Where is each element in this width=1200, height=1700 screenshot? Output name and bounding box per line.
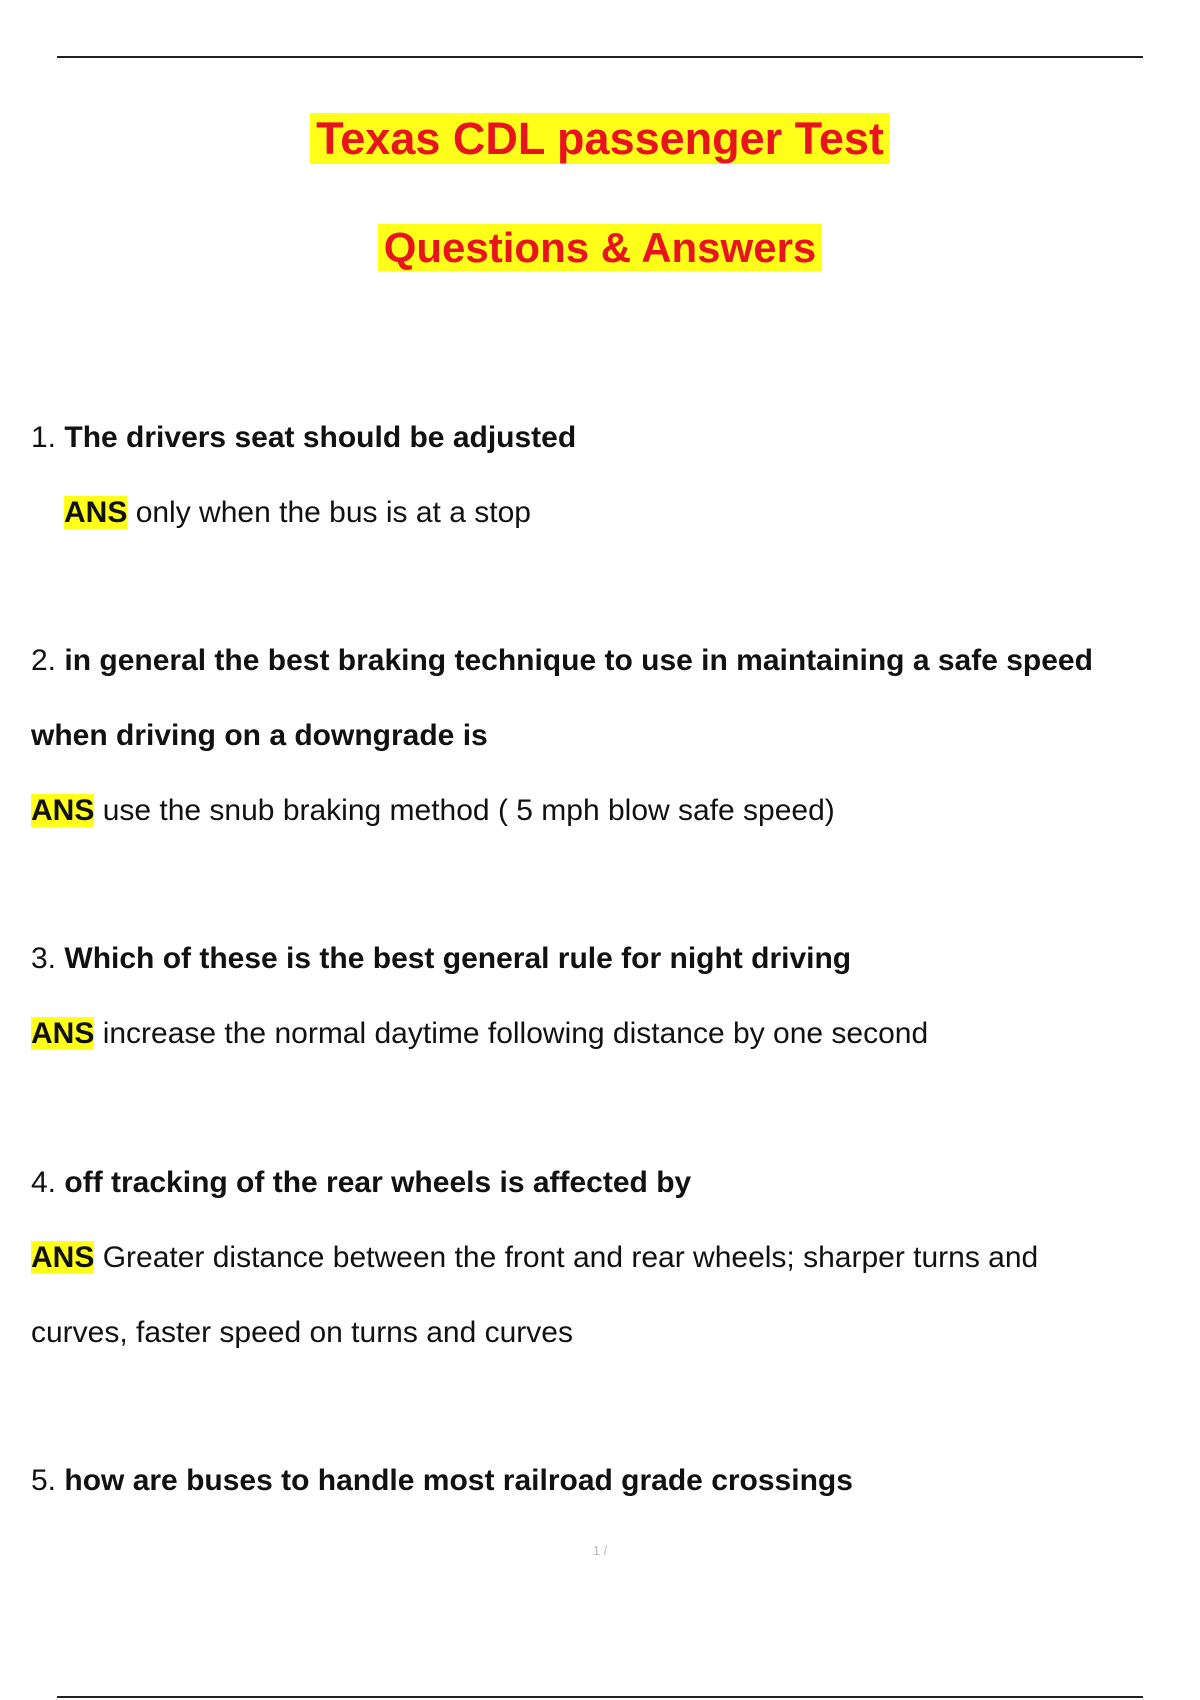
answer-line-continued [31, 1295, 1181, 1370]
question-line [31, 921, 1181, 996]
answer-line [31, 996, 1181, 1071]
document-title [0, 110, 1200, 168]
question-line-continued [31, 698, 1181, 773]
question-number: 4. [31, 1166, 57, 1199]
answer-text: curves, faster speed on turns and curves [31, 1316, 573, 1349]
question-text: off tracking of the rear wheels is affected by [64, 1166, 692, 1199]
document-subtitle [0, 222, 1200, 274]
qa-item-2 [31, 623, 1181, 848]
qa-item-3 [31, 921, 1181, 1071]
question-number: 1. [31, 421, 57, 454]
question-text: when driving on a downgrade is [31, 719, 488, 752]
bottom-divider [57, 1696, 1143, 1698]
answer-line [31, 1220, 1181, 1295]
answer-tag: ANS [31, 794, 95, 827]
answer-text: only when the bus is at a stop [135, 496, 531, 529]
answer-text: increase the normal daytime following distance by one second [102, 1017, 929, 1050]
question-text: Which of these is the best general rule for night driving [64, 942, 852, 975]
answer-tag: ANS [64, 496, 128, 529]
qa-item-5 [31, 1443, 1181, 1518]
answer-text: Greater distance between the front and rear wheels; sharper turns and [102, 1241, 1039, 1274]
qa-item-4 [31, 1145, 1181, 1370]
top-divider [57, 56, 1143, 58]
answer-tag: ANS [31, 1241, 95, 1274]
qa-item-1 [31, 400, 1181, 550]
document-subtitle-text: Questions & Answers [378, 224, 823, 271]
question-text: The drivers seat should be adjusted [64, 421, 577, 454]
question-line [31, 1443, 1181, 1518]
document-title-text: Texas CDL passenger Test [310, 113, 890, 164]
question-line [31, 1145, 1181, 1220]
question-number: 5. [31, 1464, 57, 1497]
answer-text: use the snub braking method ( 5 mph blow safe speed) [102, 794, 835, 827]
question-text: how are buses to handle most railroad grade crossings [64, 1464, 853, 1497]
answer-line [31, 773, 1181, 848]
page-number: 1 / [592, 1543, 608, 1558]
question-text: in general the best braking technique to use in maintaining a safe speed [64, 644, 1093, 677]
answer-line [31, 475, 1181, 550]
answer-tag: ANS [31, 1017, 95, 1050]
question-line [31, 623, 1181, 698]
question-line [31, 400, 1181, 475]
question-number: 3. [31, 942, 57, 975]
question-number: 2. [31, 644, 57, 677]
